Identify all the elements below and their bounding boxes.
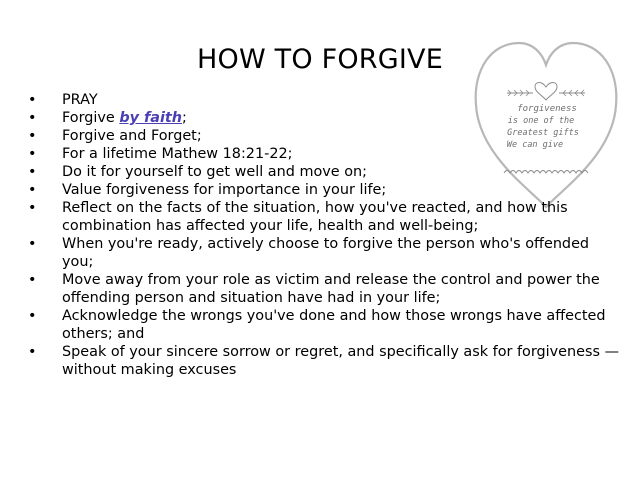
bullet-dot: • xyxy=(28,308,37,324)
bullet-dot: • xyxy=(28,164,37,180)
bullet-dot: • xyxy=(28,182,37,198)
heart-line-1: forgiveness xyxy=(517,104,577,114)
bullet-text: Value forgiveness for importance in your life; xyxy=(62,182,387,198)
bullet-text: PRAY xyxy=(62,92,98,108)
heart-line-3: Greatest gifts xyxy=(507,128,579,138)
by-faith-link[interactable]: by faith xyxy=(119,110,183,126)
bullet-list xyxy=(28,91,623,379)
heart-line-4: We can give xyxy=(506,140,564,150)
bullet-text-prefix: Forgive xyxy=(62,110,120,126)
bullet-text: Acknowledge the wrongs you've done and how those wrongs have affected others; and xyxy=(62,308,606,342)
slide-title: HOW TO FORGIVE xyxy=(197,44,443,75)
bullet-dot: • xyxy=(28,110,37,126)
bullet-item-7 xyxy=(28,199,623,235)
bullet-dot: • xyxy=(28,128,37,144)
bullet-dot: • xyxy=(28,200,37,216)
bullet-text: Do it for yourself to get well and move on; xyxy=(62,164,367,180)
bullet-dot: • xyxy=(28,272,37,288)
bullet-dot: • xyxy=(28,236,37,252)
bullet-text: For a lifetime Mathew 18:21-22; xyxy=(62,146,293,162)
heart-line-2: is one of the xyxy=(507,116,575,126)
bullet-item-9 xyxy=(28,271,623,307)
bullet-dot: • xyxy=(28,92,37,108)
bullet-text: Speak of your sincere sorrow or regret, and specifically ask for forgiveness — without making excuses xyxy=(62,344,619,378)
bullet-item-3 xyxy=(28,127,623,145)
bullet-text: Move away from your role as victim and release the control and power the offending person and situation have had in your life; xyxy=(62,272,600,306)
bullet-item-5 xyxy=(28,163,623,181)
bullet-item-2 xyxy=(28,109,623,127)
bullet-text: When you're ready, actively choose to forgive the person who's offended you; xyxy=(62,236,590,270)
bullet-item-10 xyxy=(28,307,623,343)
bullet-item-4 xyxy=(28,145,623,163)
bullet-dot: • xyxy=(28,146,37,162)
bullet-item-8 xyxy=(28,235,623,271)
bullet-item-11 xyxy=(28,343,623,379)
bullet-text: Forgive and Forget; xyxy=(62,128,202,144)
bullet-text-suffix: ; xyxy=(182,110,187,126)
bullet-text: Reflect on the facts of the situation, how you've reacted, and how this combination has affected your life, health and well-being; xyxy=(62,200,568,234)
bullet-dot: • xyxy=(28,344,37,360)
bullet-item-6 xyxy=(28,181,623,199)
bullet-item-1 xyxy=(28,91,623,109)
